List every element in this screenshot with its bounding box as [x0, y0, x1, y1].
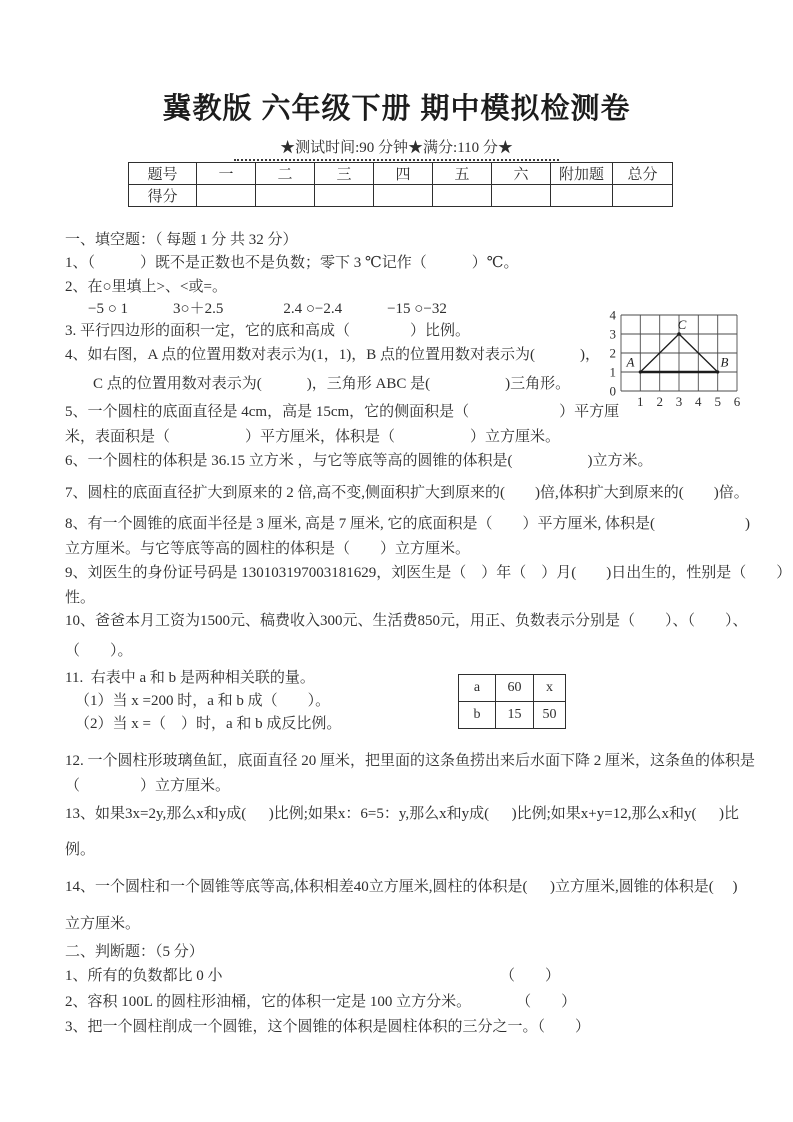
score-header-cell: 附加题 — [551, 163, 613, 185]
score-table-score-row — [129, 185, 673, 207]
judge-q3: 3、把一个圆柱削成一个圆锥，这个圆锥的体积是圆柱体积的三分之一。（ ） — [65, 1019, 591, 1035]
x-tick: 5 — [714, 394, 721, 409]
score-cell — [197, 185, 256, 207]
fill-q7: 7、圆柱的底面直径扩大到原来的 2 倍,高不变,侧面积扩大到原来的( )倍,体积扩大到原来的( )倍。 — [65, 485, 749, 501]
x-tick: 1 — [637, 394, 644, 409]
subtitle-row — [0, 139, 793, 161]
fill-q4-line2: C 点的位置用数对表示为( )，三角形 ABC 是( )三角形。 — [93, 376, 571, 392]
x-tick: 2 — [656, 394, 663, 409]
fill-q11-sub2: （2）当 x =（ ）时，a 和 b 成反比例。 — [75, 716, 342, 732]
fill-q14-line2: 立方厘米。 — [65, 916, 141, 932]
point-b — [716, 370, 719, 373]
score-cell — [613, 185, 673, 207]
fill-q6: 6、一个圆柱的体积是 36.15 立方米 ，与它等底等高的圆锥的体积是( )立方米。 — [65, 453, 653, 469]
fill-q13-line2: 例。 — [65, 842, 96, 858]
x-tick: 4 — [695, 394, 702, 409]
fill-q1: 1、（ ）既不是正数也不是负数；零下 3 ℃记作（ ）℃。 — [65, 255, 519, 271]
coordinate-grid-figure — [607, 302, 792, 414]
y-tick: 2 — [609, 345, 616, 361]
score-header-cell: 一 — [197, 163, 256, 185]
fill-q3: 3. 平行四边形的面积一定，它的底和高成（ ）比例。 — [65, 323, 471, 339]
score-table — [128, 162, 673, 207]
x-tick: 3 — [675, 394, 683, 409]
relation-table-row-b — [459, 702, 566, 729]
fill-q9-line1: 9、刘医生的身份证号码是 130103197003181629，刘医生是（ ）年（ ）月( )日出生的，性别是（ ） — [65, 565, 792, 581]
score-cell — [256, 185, 315, 207]
score-cell — [315, 185, 374, 207]
relation-cell: a — [459, 675, 496, 702]
vertex-labels — [626, 317, 729, 370]
section1-heading: 一、填空题：（ 每题 1 分 共 32 分） — [65, 232, 298, 248]
fill-q10-line2: （ ）。 — [65, 643, 133, 659]
fill-q5-line1: 5、一个圆柱的底面直径是 4cm，高是 15cm，它的侧面积是（ ）平方厘 — [65, 404, 620, 420]
score-cell — [374, 185, 433, 207]
score-header-cell: 三 — [315, 163, 374, 185]
score-header-cell: 四 — [374, 163, 433, 185]
score-header-cell: 二 — [256, 163, 315, 185]
vertex-label-a: A — [626, 354, 635, 370]
point-c — [677, 332, 681, 336]
fill-q4-line1: 4、如右图，A 点的位置用数对表示为(1，1)，B 点的位置用数对表示为( )， — [65, 347, 600, 363]
vertex-label-c: C — [677, 317, 687, 332]
fill-q5-line2: 米，表面积是（ ）平方厘米，体积是（ ）立方厘米。 — [65, 429, 561, 445]
fill-q11-sub1: （1）当 x =200 时，a 和 b 成（ ）。 — [75, 693, 331, 709]
score-row-label: 得分 — [129, 185, 197, 207]
score-cell — [433, 185, 492, 207]
fill-q12-line2: （ ）立方厘米。 — [65, 778, 231, 794]
score-header-cell: 五 — [433, 163, 492, 185]
point-a — [639, 370, 642, 373]
fill-q12-line1: 12. 一个圆柱形玻璃鱼缸，底面直径 20 厘米，把里面的这条鱼捞出来后水面下降 2 厘米，这条鱼的体积是 — [65, 753, 756, 769]
fill-q2-comparisons: −5 ○ 1 3○＋2.5 2.4 ○−2.4 −15 ○−32 — [88, 301, 447, 317]
relation-cell: b — [459, 702, 496, 729]
score-header-cell: 六 — [492, 163, 551, 185]
relation-cell: 60 — [496, 675, 534, 702]
judge-q1: 1、所有的负数都比 0 小 （ ） — [65, 968, 561, 984]
judge-q2: 2、容积 100L 的圆柱形油桶，它的体积一定是 100 立方分米。 （ ） — [65, 994, 577, 1010]
relation-table — [458, 674, 566, 729]
relation-cell: 15 — [496, 702, 534, 729]
exam-info: ★测试时间:90 分钟★满分:110 分★ — [234, 139, 559, 161]
relation-cell: 50 — [534, 702, 566, 729]
relation-cell: x — [534, 675, 566, 702]
fill-q10-line1: 10、爸爸本月工资为1500元、稿费收入300元、生活费850元，用正、负数表示分别是（ ）、（ ）、 — [65, 613, 748, 629]
fill-q8-line2: 立方厘米。与它等底等高的圆柱的体积是（ ）立方厘米。 — [65, 541, 471, 557]
score-header-cell: 题号 — [129, 163, 197, 185]
score-cell — [551, 185, 613, 207]
score-cell — [492, 185, 551, 207]
relation-table-row-a — [459, 675, 566, 702]
score-header-cell: 总分 — [613, 163, 673, 185]
fill-q9-line2: 性。 — [65, 590, 96, 606]
section2-heading: 二、判断题：（5 分） — [65, 944, 204, 960]
fill-q14-line1: 14、一个圆柱和一个圆锥等底等高,体积相差40立方厘米,圆柱的体积是( )立方厘米,圆锥的体积是( ) — [65, 879, 738, 895]
fill-q11: 11. 右表中 a 和 b 是两种相关联的量。 — [65, 670, 315, 686]
y-tick: 3 — [609, 326, 616, 342]
fill-q2: 2、在○里填上>、<或=。 — [65, 279, 227, 295]
y-tick: 4 — [609, 307, 616, 323]
fill-q8-line1: 8、有一个圆锥的底面半径是 3 厘米, 高是 7 厘米, 它的底面积是（ ）平方厘米, 体积是( ) — [65, 516, 750, 532]
y-tick: 0 — [609, 383, 616, 399]
y-tick: 1 — [609, 364, 616, 380]
page-title: 冀教版 六年级下册 期中模拟检测卷 — [162, 93, 631, 125]
x-tick: 6 — [733, 394, 741, 409]
fill-q13-line1: 13、如果3x=2y,那么x和y成( )比例;如果x：6=5：y,那么x和y成( )比例;如果x+y=12,那么x和y( )比 — [65, 806, 739, 822]
vertex-label-b: B — [720, 354, 729, 370]
score-table-header-row — [129, 163, 673, 185]
